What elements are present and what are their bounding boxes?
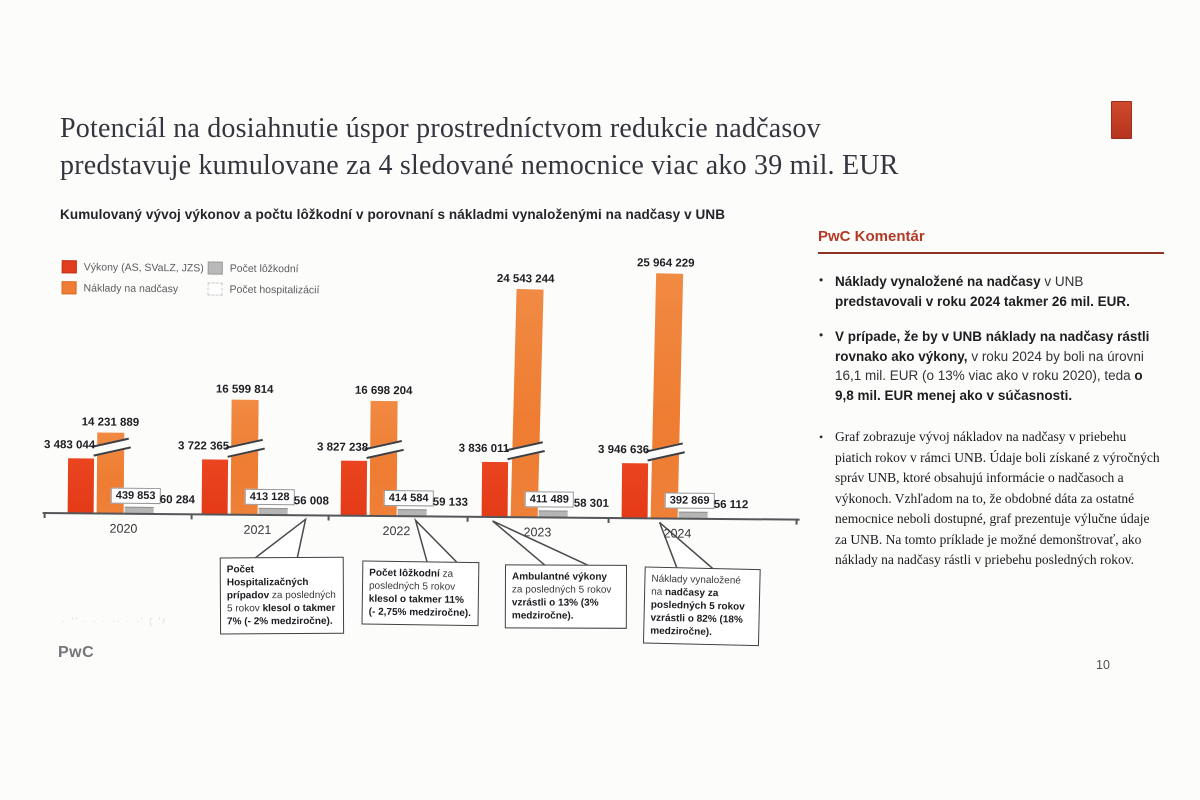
chart-heading: Kumulovaný vývoj výkonov a počtu lôžkodní v porovnaní s nákladmi vynaloženými na nadčasy v UNB: [60, 207, 726, 222]
corner-tab-marker: [1111, 101, 1132, 139]
year-label-2023: 2023: [523, 525, 552, 540]
callout-naklady: Náklady vynaložené na nadčasy za posledných 5 rokov vzrástli o 82% (18% medziročne).: [643, 566, 761, 646]
value-vykony-2020: 3 483 044: [43, 439, 96, 452]
value-vykony-2022: 3 827 238: [316, 441, 369, 454]
commentary-panel: [818, 228, 1164, 571]
value-hosp-2021: 56 008: [293, 495, 329, 508]
callout-hospitalizacie: Počet Hospitalizačných prípadov za posledných 5 rokov klesol o takmer 7% (- 2% medziročne).: [220, 557, 344, 635]
slide-title-line1: Potenciál na dosiahnutie úspor prostredníctvom redukcie nadčasov: [60, 113, 821, 144]
value-vykony-2021: 3 722 365: [177, 440, 230, 453]
value-naklady-2024: 25 964 229: [636, 257, 695, 270]
value-vykony-2023: 3 836 011: [458, 442, 510, 456]
page-number: 10: [1096, 658, 1110, 672]
callout-text: Počet Hospitalizačných prípadov: [226, 564, 309, 602]
year-label-2024: 2024: [663, 526, 692, 541]
faint-source-note: · '' · · · ·· · ·' ( '/: [62, 616, 167, 626]
bar-chart: [37, 240, 820, 647]
value-naklady-2020: 14 231 889: [81, 416, 140, 429]
slide-title-line2: predstavuje kumulovane za 4 sledované nemocnice viac ako 39 mil. EUR: [60, 150, 899, 181]
value-lozkodni-2020: 439 853: [111, 488, 161, 504]
legend-label-hospitalizacie: Počet hospitalizácií: [229, 283, 320, 296]
commentary-bullet-1: • Náklady vynaložené na nadčasy v UNB predstavovali v roku 2024 takmer 26 mil. EUR.: [818, 272, 1164, 311]
commentary-bullet-3: • Graf zobrazuje vývoj nákladov na nadčasy v priebehu piatich rokov v rámci UNB. Údaje boli získané z výročných správ UNB, ktoré obsahujú informácie o nadčasoch a výkonoch. Vzhľadom na to, že obdobné dáta za ostatné nemocnice neboli dostupné, graf prezentuje výlučne údaje za UNB. Na tomto príklade je možné demonštrovať, ako náklady na nadčasy rástli v priebehu posledných rokov.: [818, 427, 1164, 571]
commentary-header: PwC Komentár: [818, 228, 1164, 254]
value-naklady-2023: 24 543 244: [496, 272, 555, 286]
commentary-bullet-2: • V prípade, že by v UNB náklady na nadčasy rástli rovnako ako výkony, v roku 2024 by boli na úrovni 16,1 mil. EUR (o 13% viac ako v roku 2020), teda o 9,8 mil. EUR menej ako v súčasnosti.: [818, 327, 1164, 405]
callout-text: Počet lôžkodní: [369, 567, 440, 580]
value-hosp-2020: 60 284: [159, 494, 195, 507]
value-lozkodni-2024: 392 869: [665, 492, 715, 508]
callout-text: Ambulantné výkony: [511, 571, 608, 583]
legend-label-vykony: Výkony (AS, SVaLZ, JZS): [83, 260, 204, 274]
value-vykony-2024: 3 946 636: [597, 443, 650, 457]
value-lozkodni-2022: 414 584: [384, 490, 434, 506]
year-label-2022: 2022: [382, 524, 411, 539]
slide-title: [60, 110, 1000, 184]
value-hosp-2024: 56 112: [713, 498, 749, 512]
callout-vykony: Ambulantné výkony za posledných 5 rokov vzrástli o 13% (3% medziročne).: [505, 564, 627, 628]
value-naklady-2021: 16 599 814: [215, 383, 274, 397]
value-naklady-2022: 16 698 204: [354, 384, 413, 398]
year-label-2021: 2021: [243, 522, 272, 538]
pwc-logo: PwC: [58, 644, 95, 661]
value-lozkodni-2021: 413 128: [245, 489, 295, 505]
callout-text: Náklady vynaložené na: [651, 573, 742, 598]
callout-lozkodni: Počet lôžkodní za posledných 5 rokov klesol o takmer 11% (- 2,75% medziročne).: [361, 561, 479, 627]
value-lozkodni-2023: 411 489: [525, 491, 574, 507]
year-label-2020: 2020: [109, 521, 138, 536]
value-hosp-2023: 58 301: [573, 497, 609, 510]
value-hosp-2022: 59 133: [432, 496, 468, 509]
legend-label-naklady: Náklady na nadčasy: [83, 281, 179, 295]
legend-label-lozkodni: Počet lôžkodní: [229, 262, 299, 275]
